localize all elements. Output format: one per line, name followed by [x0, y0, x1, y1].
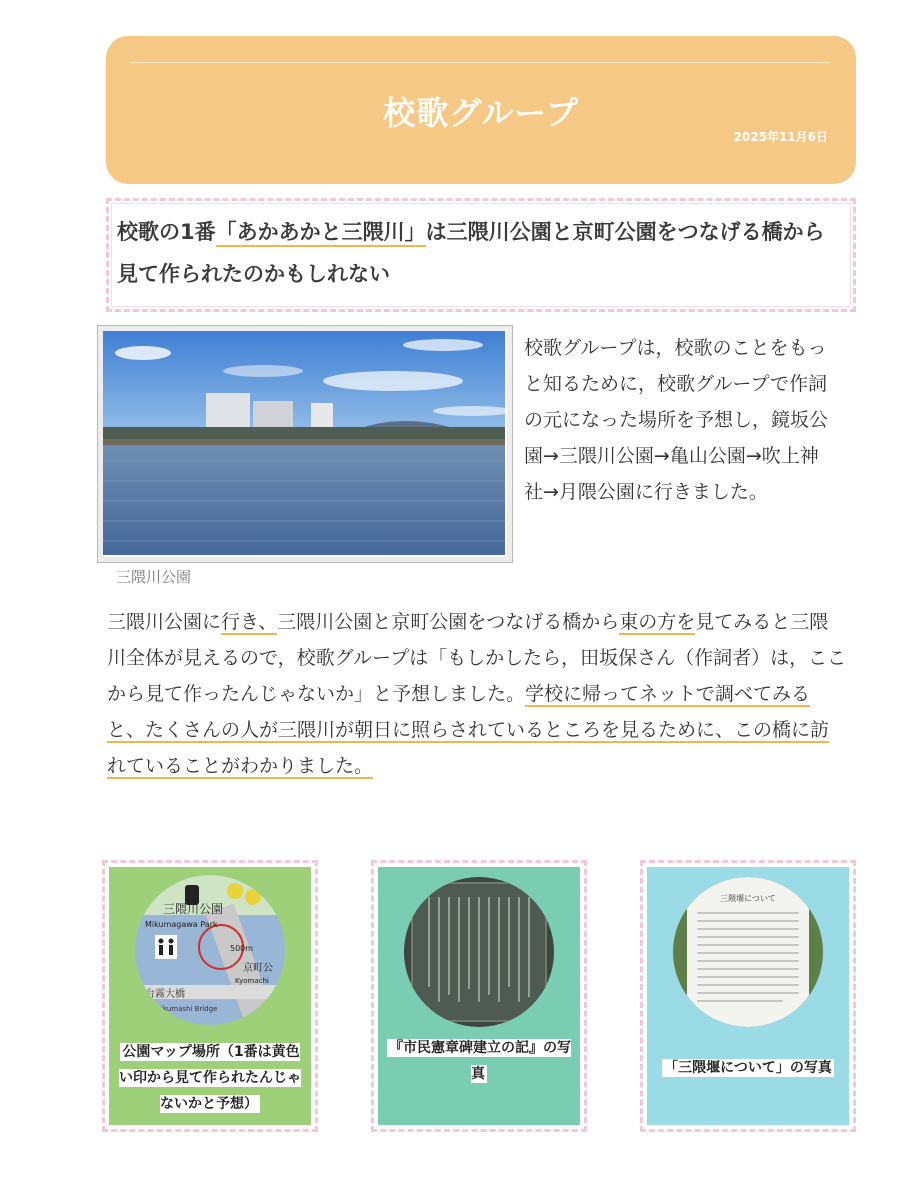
map-label-distance: 500m: [230, 944, 254, 953]
monument-image: [404, 877, 554, 1027]
header-divider: [130, 62, 830, 63]
body-text-1: 三隈川公園に: [107, 611, 222, 633]
card-map-bg: [109, 867, 311, 1125]
intro-paragraph: 校歌グループは，校歌のことをもっと知るために，校歌グループで作詞の元になった場所を予想し，鏡坂公園→三隈川公園→亀山公園→吹上神社→月隈公園に行きました。: [524, 337, 829, 503]
card-sign-bg: [647, 867, 849, 1125]
river-photo-image: [103, 331, 505, 555]
card-monument: [371, 860, 587, 1132]
body-text-3: 見てみると三隈川全体が見えるので，校歌グループは「もしかしたら，田坂保さん（作詞者）は，ここから見て作ったんじゃないか」と予想しました。: [107, 611, 847, 705]
card-sign-caption: 「三隈堰について」の写真: [664, 1060, 832, 1076]
body-underline-1: 行き、: [221, 611, 278, 633]
page-title: 校歌グループ: [383, 94, 579, 132]
photo-caption: 三隈川公園: [116, 568, 192, 586]
body-text-2: 三隈川公園と京町公園をつなげる橋から: [277, 611, 620, 633]
map-label-park2-en: Kyomachi: [235, 977, 269, 985]
headline-box: [106, 198, 856, 312]
publish-date: 2025年11月6日: [733, 130, 828, 144]
headline-lead: 校歌の1番: [117, 220, 216, 244]
map-label-park2: 京町公: [243, 963, 273, 974]
map-label-bridge-en: Mikumashi Bridge: [155, 1005, 218, 1013]
header-banner: [106, 36, 856, 184]
body-underline-2: 東の方を: [619, 611, 696, 633]
map-label-bridge: 台霧大橋: [145, 989, 185, 1000]
card-monument-bg: [378, 867, 580, 1125]
card-sign: [640, 860, 856, 1132]
card-map: [102, 860, 318, 1132]
body-underline-3: 学校に帰ってネットで調べてみると、たくさんの人が三隈川が朝日に照らされているところを見るために、この橋に訪れていることがわかりました。: [107, 683, 830, 777]
river-photo: [98, 326, 512, 562]
body-paragraph: [107, 604, 847, 784]
sign-image: [673, 877, 823, 1027]
sign-title: 三隈堰について: [720, 894, 776, 903]
headline-rest: は三隈川公園と京町公園をつなげる橋から見て作られたのかもしれない: [117, 220, 825, 286]
headline: [117, 211, 845, 295]
card-map-caption: 公園マップ場所（1番は黄色い印から見て作られたんじゃないかと予想）: [119, 1044, 301, 1112]
map-label-park: 三隈川公園: [163, 902, 224, 916]
headline-highlight: 「あかあかと三隈川」: [216, 220, 426, 247]
map-label-park-en: Mikumagawa Park: [145, 920, 218, 929]
card-monument-caption: 『市民憲章碑建立の記』の写真: [389, 1040, 571, 1082]
map-image: [135, 875, 285, 1025]
